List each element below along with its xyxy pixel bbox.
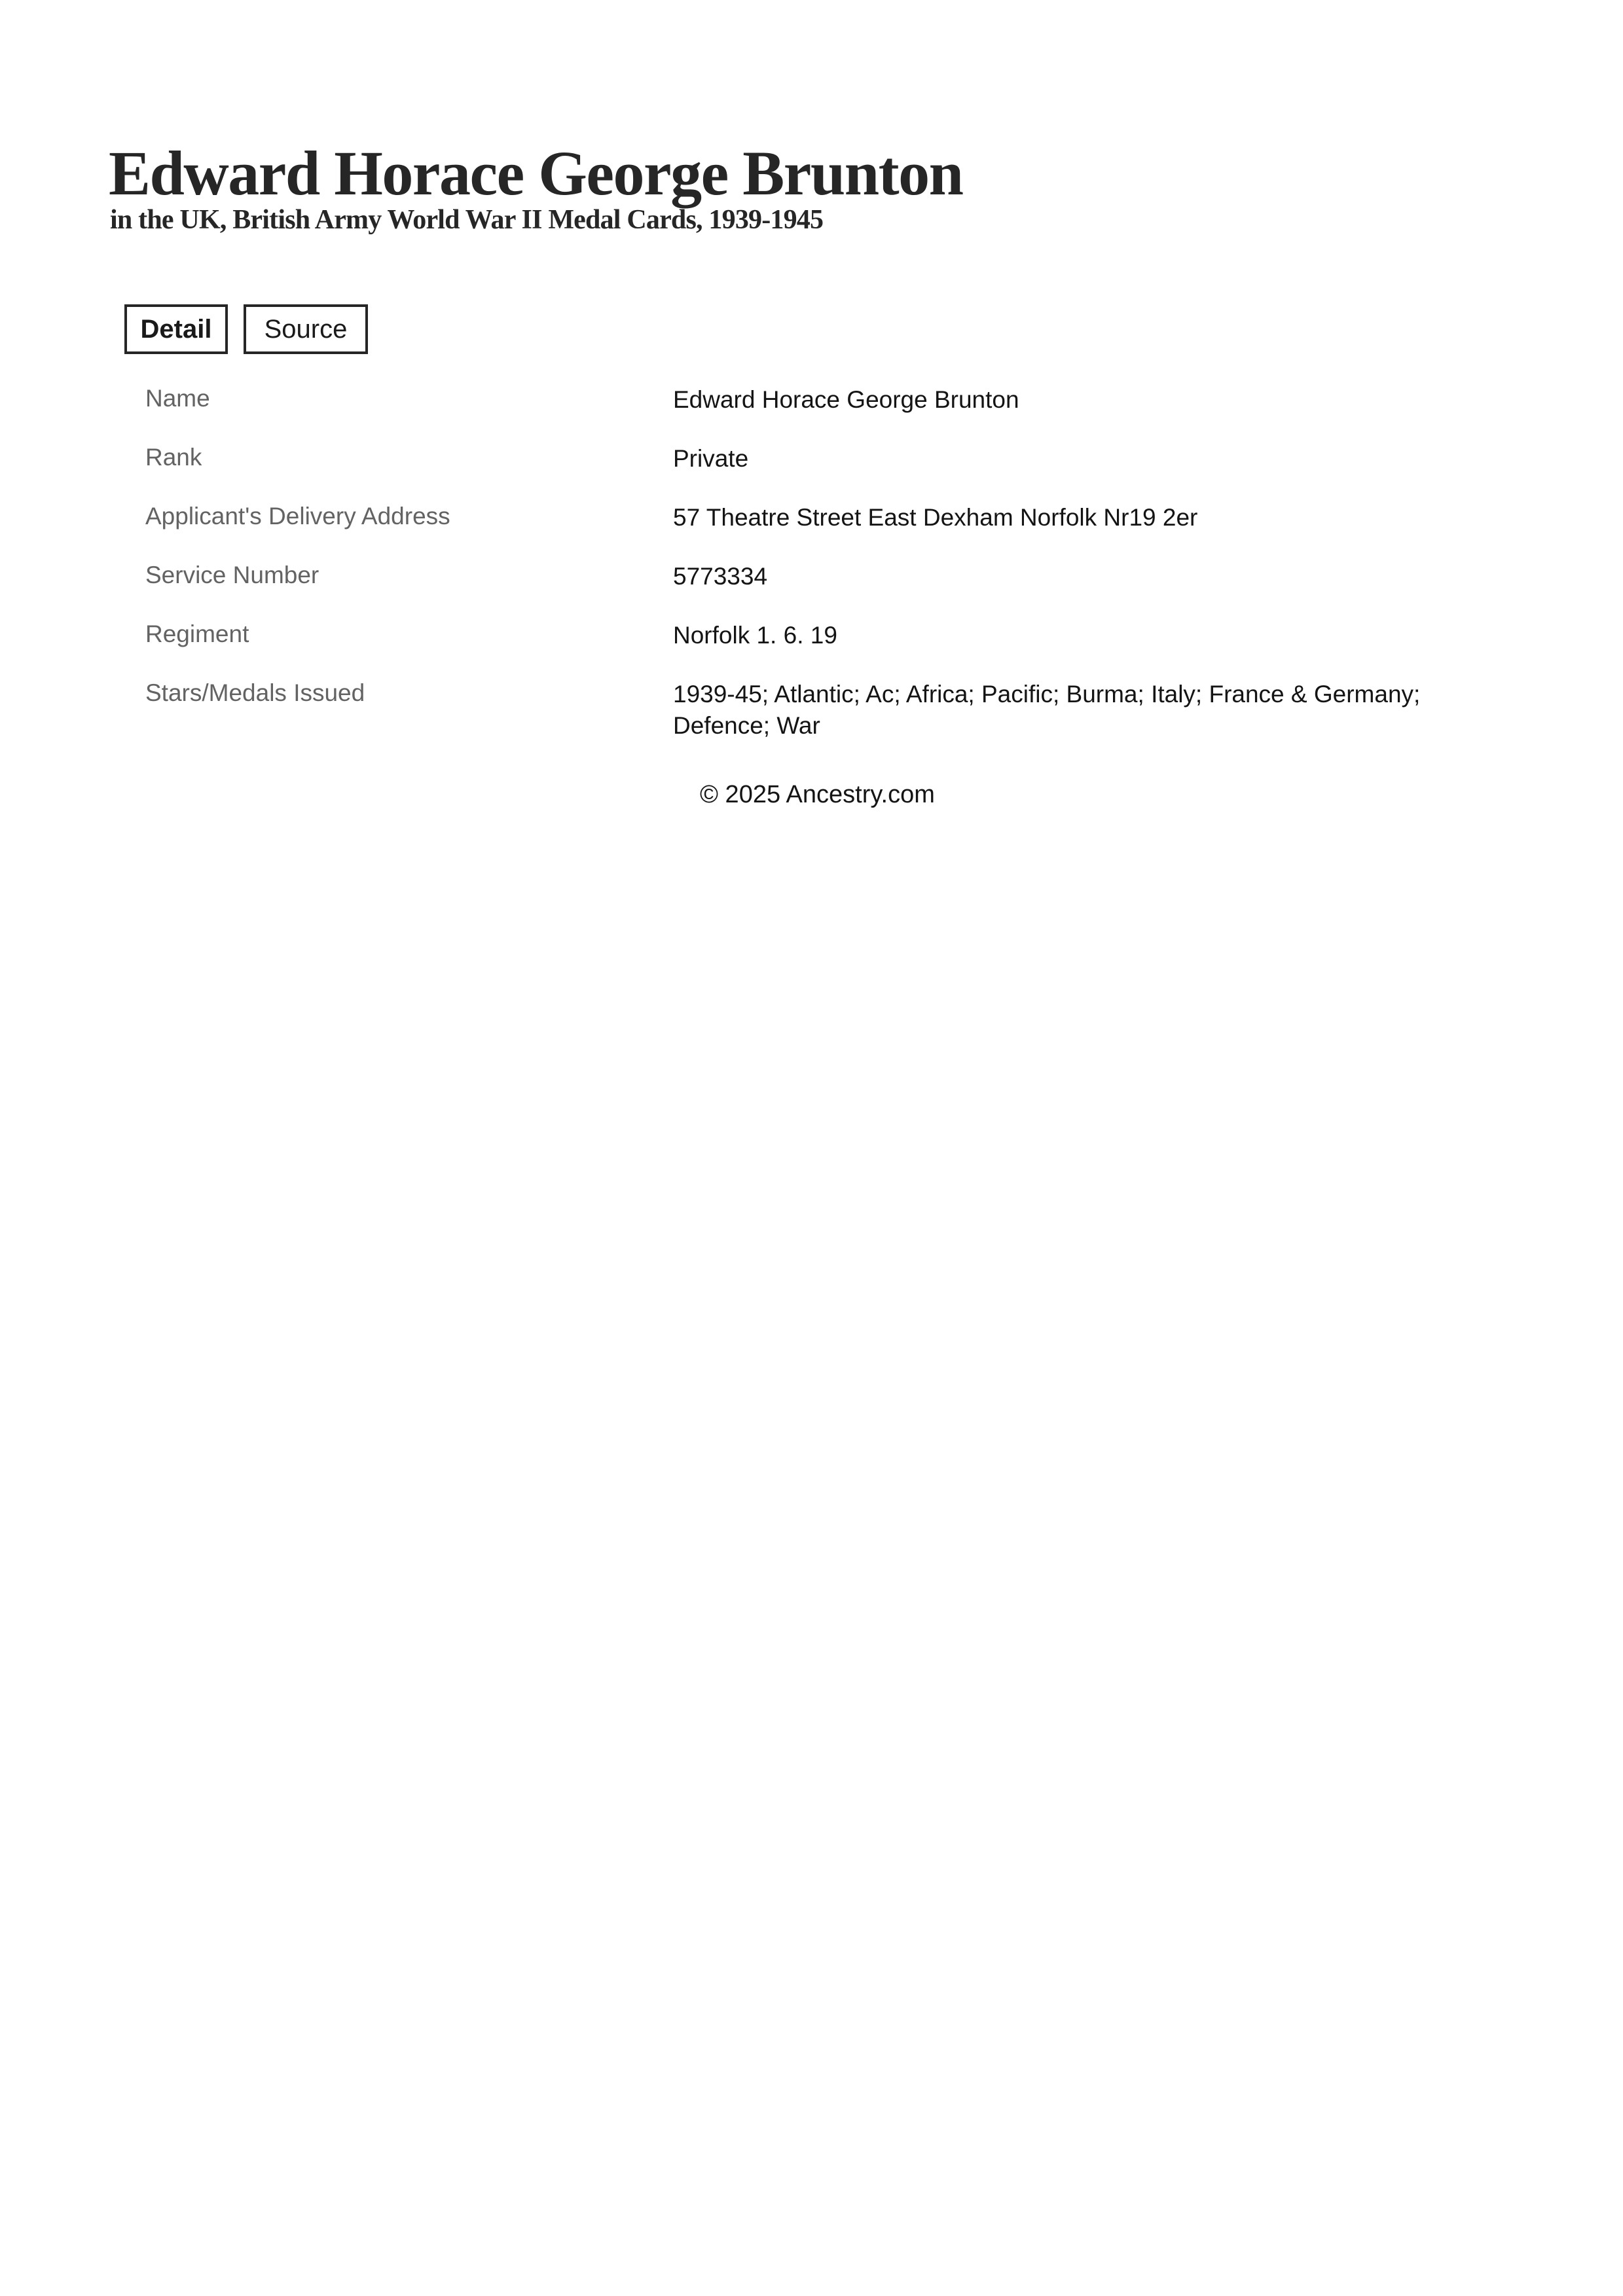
field-value: Private bbox=[673, 445, 749, 472]
record-row-delivery-address bbox=[145, 501, 1507, 533]
copyright-footer: © 2025 Ancestry.com bbox=[700, 781, 935, 808]
field-value: Edward Horace George Brunton bbox=[673, 386, 1019, 413]
collection-subtitle: in the UK, British Army World War II Medal Cards, 1939-1945 bbox=[110, 205, 824, 235]
tab-bar bbox=[124, 304, 368, 354]
tab-source[interactable]: Source bbox=[244, 304, 368, 354]
tab-detail[interactable]: Detail bbox=[124, 304, 228, 354]
record-row-name bbox=[145, 383, 1507, 416]
field-value: 1939-45; Atlantic; Ac; Africa; Pacific; Burma; Italy; France & Germany; Defence; War bbox=[673, 681, 1421, 739]
field-value: 5773334 bbox=[673, 563, 768, 590]
record-row-regiment bbox=[145, 619, 1507, 651]
field-label: Service Number bbox=[145, 562, 319, 588]
field-label: Stars/Medals Issued bbox=[145, 679, 365, 706]
field-label: Name bbox=[145, 385, 210, 412]
field-label: Applicant's Delivery Address bbox=[145, 503, 450, 529]
record-row-service-number bbox=[145, 560, 1507, 592]
record-row-rank bbox=[145, 442, 1507, 475]
field-value: 57 Theatre Street East Dexham Norfolk Nr19 2er bbox=[673, 504, 1198, 531]
field-label: Regiment bbox=[145, 620, 249, 647]
page-title: Edward Horace George Brunton bbox=[109, 138, 963, 208]
record-row-medals bbox=[145, 677, 1507, 742]
record-details bbox=[145, 383, 1507, 768]
field-label: Rank bbox=[145, 444, 202, 471]
field-value: Norfolk 1. 6. 19 bbox=[673, 622, 837, 649]
